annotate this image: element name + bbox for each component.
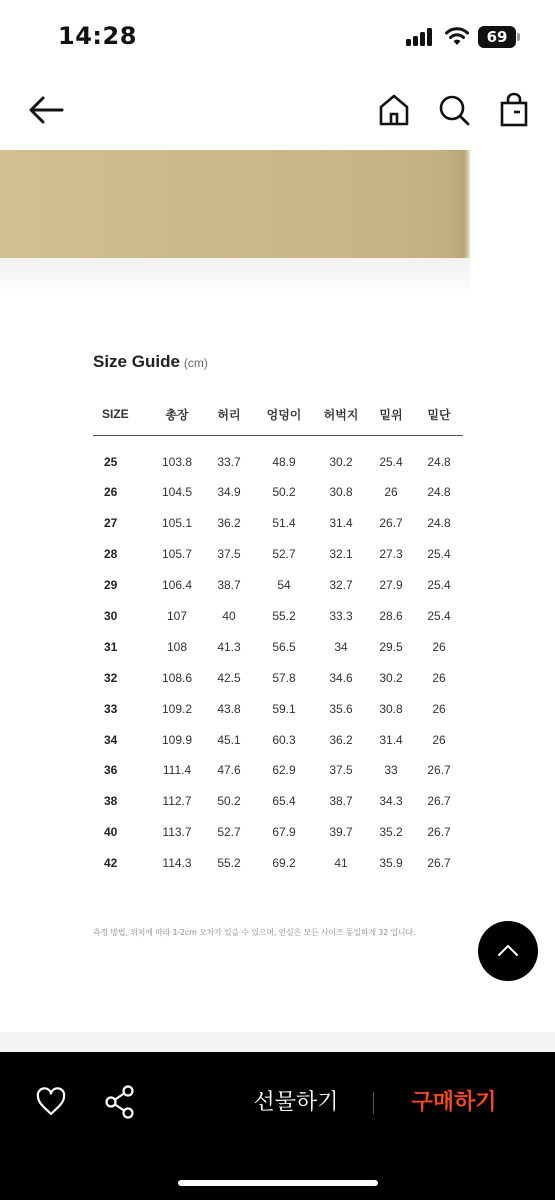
back-arrow-icon[interactable] [26, 92, 66, 128]
measurement-cell: 39.7 [329, 825, 353, 840]
measurement-cell: 32.1 [329, 547, 353, 562]
measurement-cell: 26 [432, 639, 446, 654]
measurement-cell: 67.9 [272, 825, 296, 840]
table-row [93, 755, 463, 786]
measurement-cell: 69.2 [272, 856, 296, 871]
column-header: 허리 [205, 402, 253, 435]
measurement-cell: 26.7 [379, 516, 403, 531]
measurement-cell: 104.5 [161, 485, 193, 500]
measurement-cell: 26.7 [427, 856, 451, 871]
share-icon[interactable] [104, 1084, 136, 1120]
measurement-cell: 25.4 [427, 578, 451, 593]
measurement-cell: 34.6 [329, 670, 353, 685]
table-row [93, 817, 463, 848]
measurement-cell: 35.2 [379, 825, 403, 840]
cellular-signal-icon [406, 28, 436, 46]
size-cell: 42 [104, 856, 118, 871]
home-icon[interactable] [378, 92, 410, 128]
measurement-cell: 111.4 [162, 763, 192, 778]
size-cell: 36 [104, 763, 118, 778]
button-divider [373, 1092, 374, 1114]
size-cell: 30 [104, 609, 118, 623]
image-shadow [0, 258, 470, 298]
measurement-cell: 105.7 [161, 547, 193, 562]
size-cell: 26 [104, 485, 118, 500]
measurement-cell: 43.8 [217, 701, 241, 716]
size-cell: 29 [104, 578, 118, 593]
size-guide-note: 측정 방법, 위치에 따라 1-2cm 오차가 있을 수 있으며, 인심은 모든 사이즈 동일하게 32 입니다. [93, 928, 416, 937]
measurement-cell: 27.3 [379, 547, 403, 562]
scroll-to-top-button[interactable] [478, 921, 538, 981]
measurement-cell: 34.3 [379, 794, 403, 809]
table-row [93, 539, 463, 570]
measurement-cell: 34.9 [217, 485, 241, 500]
measurement-cell: 40 [222, 609, 236, 623]
column-header: SIZE [93, 402, 149, 435]
measurement-cell: 36.2 [217, 516, 241, 531]
table-row [93, 848, 463, 879]
measurement-cell: 112.7 [162, 794, 192, 809]
bottom-action-bar [0, 1052, 555, 1200]
measurement-cell: 30.2 [329, 455, 353, 470]
measurement-cell: 50.2 [217, 794, 241, 809]
measurement-cell: 30.2 [379, 670, 403, 685]
measurement-cell: 50.2 [272, 485, 296, 500]
measurement-cell: 26.7 [427, 763, 451, 778]
measurement-cell: 29.5 [379, 639, 403, 654]
table-row [93, 724, 463, 755]
search-icon[interactable] [437, 92, 471, 128]
size-cell: 38 [104, 794, 118, 809]
measurement-cell: 55.2 [217, 856, 241, 871]
table-row [93, 477, 463, 508]
measurement-cell: 33 [384, 763, 398, 778]
measurement-cell: 25.4 [427, 547, 451, 562]
status-bar [0, 0, 555, 74]
size-cell: 25 [104, 455, 118, 470]
measurement-cell: 26 [432, 701, 446, 716]
size-cell: 32 [104, 670, 118, 685]
status-time: 14:28 [58, 22, 137, 50]
size-guide-unit: (cm) [183, 356, 208, 370]
measurement-cell: 114.3 [162, 856, 192, 871]
table-row [93, 508, 463, 539]
measurement-cell: 26 [432, 732, 446, 747]
measurement-cell: 27.9 [379, 578, 403, 593]
measurement-cell: 57.8 [272, 670, 296, 685]
column-header: 엉덩이 [253, 402, 315, 435]
measurement-cell: 37.5 [217, 547, 241, 562]
measurement-cell: 31.4 [379, 732, 403, 747]
size-guide-table [93, 402, 463, 879]
measurement-cell: 24.8 [427, 485, 451, 500]
table-row [93, 693, 463, 724]
measurement-cell: 59.1 [272, 701, 296, 716]
section-divider [0, 1032, 555, 1052]
buy-button[interactable]: 구매하기 [411, 1090, 497, 1115]
column-header: 총장 [149, 402, 205, 435]
table-header-row [93, 402, 463, 435]
measurement-cell: 26.7 [427, 794, 451, 809]
measurement-cell: 24.8 [427, 455, 451, 470]
battery-level: 69 [486, 28, 508, 46]
measurement-cell: 47.6 [217, 763, 241, 778]
battery-tip [517, 33, 520, 41]
measurement-cell: 26 [432, 670, 446, 685]
product-image [0, 150, 470, 258]
measurement-cell: 38.7 [329, 794, 353, 809]
battery-icon [478, 26, 516, 48]
measurement-cell: 109.9 [161, 732, 193, 747]
measurement-cell: 48.9 [272, 455, 296, 470]
top-nav-bar [0, 74, 555, 148]
measurement-cell: 41 [334, 856, 348, 871]
home-indicator [178, 1180, 378, 1186]
measurement-cell: 65.4 [272, 794, 296, 809]
measurement-cell: 35.9 [379, 856, 403, 871]
measurement-cell: 103.8 [161, 455, 193, 470]
table-row [93, 601, 463, 632]
measurement-cell: 26 [384, 485, 398, 500]
measurement-cell: 107 [166, 609, 188, 623]
measurement-cell: 42.5 [217, 670, 241, 685]
size-cell: 40 [104, 825, 118, 840]
size-table-body [93, 435, 463, 879]
measurement-cell: 62.9 [272, 763, 296, 778]
size-cell: 27 [104, 516, 118, 531]
measurement-cell: 41.3 [217, 639, 241, 654]
column-header: 허벅지 [315, 402, 367, 435]
wifi-icon [444, 26, 470, 46]
measurement-cell: 26.7 [427, 825, 451, 840]
measurement-cell: 25.4 [379, 455, 403, 470]
measurement-cell: 25.4 [427, 609, 451, 623]
measurement-cell: 28.6 [379, 609, 403, 623]
measurement-cell: 55.2 [272, 609, 296, 623]
size-guide-heading: Size Guide [93, 352, 180, 371]
measurement-cell: 35.6 [329, 701, 353, 716]
measurement-cell: 54 [277, 578, 291, 593]
measurement-cell: 38.7 [217, 578, 241, 593]
shopping-bag-icon[interactable] [497, 92, 531, 128]
size-cell: 31 [104, 639, 118, 654]
measurement-cell: 60.3 [272, 732, 296, 747]
size-cell: 33 [104, 701, 118, 716]
measurement-cell: 56.5 [272, 639, 296, 654]
measurement-cell: 52.7 [217, 825, 241, 840]
table-row [93, 786, 463, 817]
gift-button[interactable]: 선물하기 [253, 1090, 339, 1115]
heart-icon[interactable] [35, 1086, 67, 1118]
measurement-cell: 36.2 [329, 732, 353, 747]
measurement-cell: 105.1 [161, 516, 193, 531]
size-cell: 28 [104, 547, 118, 562]
measurement-cell: 45.1 [217, 732, 241, 747]
size-guide-title [93, 352, 208, 372]
measurement-cell: 51.4 [272, 516, 296, 531]
column-header: 밑단 [415, 402, 463, 435]
measurement-cell: 30.8 [329, 485, 353, 500]
measurement-cell: 37.5 [329, 763, 353, 778]
measurement-cell: 113.7 [162, 825, 192, 840]
measurement-cell: 32.7 [329, 578, 353, 593]
measurement-cell: 106.4 [161, 578, 193, 593]
column-header: 밑위 [367, 402, 415, 435]
table-row [93, 631, 463, 662]
chevron-up-icon [496, 939, 520, 963]
measurement-cell: 31.4 [329, 516, 353, 531]
measurement-cell: 108.6 [161, 670, 193, 685]
size-cell: 34 [104, 732, 118, 747]
measurement-cell: 33.7 [217, 455, 241, 470]
measurement-cell: 30.8 [379, 701, 403, 716]
measurement-cell: 24.8 [427, 516, 451, 531]
product-image-fold [450, 150, 470, 258]
measurement-cell: 34 [334, 639, 348, 654]
measurement-cell: 33.3 [329, 609, 353, 623]
measurement-cell: 108 [166, 639, 188, 654]
measurement-cell: 52.7 [272, 547, 296, 562]
table-row [93, 570, 463, 601]
measurement-cell: 109.2 [161, 701, 193, 716]
table-row [93, 662, 463, 693]
table-row [93, 435, 463, 477]
